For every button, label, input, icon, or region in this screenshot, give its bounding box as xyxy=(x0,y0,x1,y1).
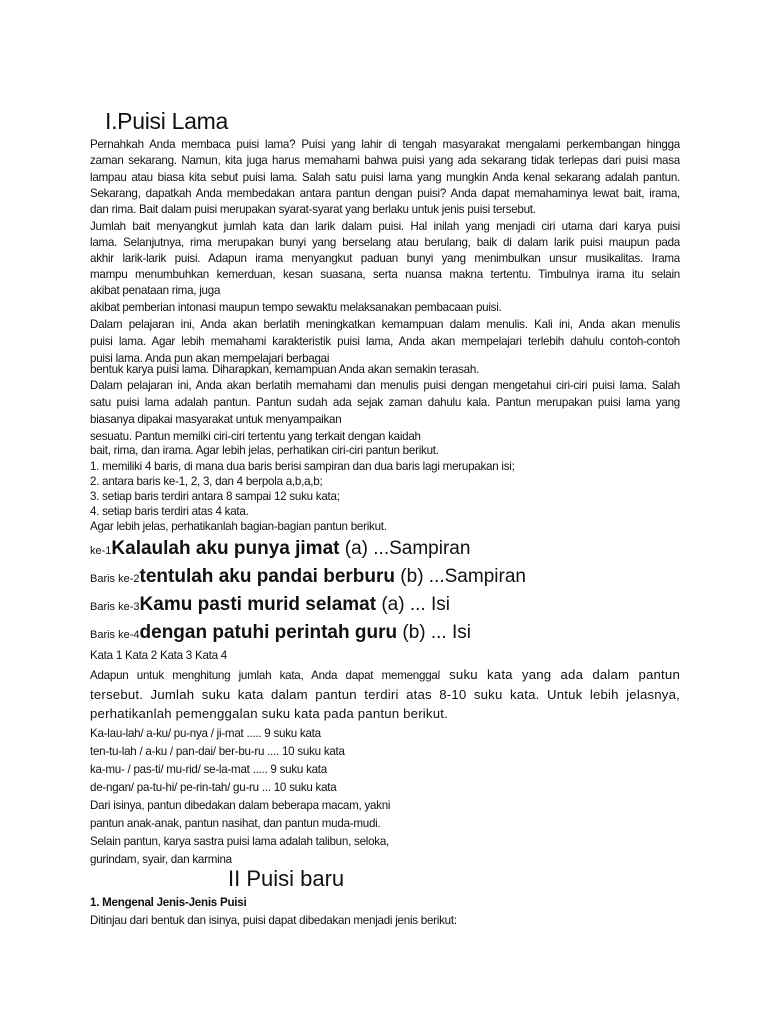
syllable-line: ten-tu-lah / a-ku / pan-dai/ ber-bu-ru .... 10 suku kata xyxy=(90,745,345,758)
paragraph-line: dan rima. Bait dalam puisi merupakan syarat-syarat yang berlaku untuk jenis puisi tersebut. xyxy=(90,203,536,217)
paragraph-line: 2. antara baris ke-1, 2, 3, dan 4 berpola a,b,a,b; xyxy=(90,475,323,488)
pantun-line-note: (b) ...Sampiran xyxy=(395,566,526,587)
pantun-line-text: dengan patuhi perintah guru xyxy=(139,622,398,643)
pantun-line xyxy=(90,622,471,650)
paragraph-line: satu puisi lama adalah pantun. Pantun sudah ada sejak zaman dahulu kala. Pantun merupakan puisi lama yang xyxy=(90,396,680,409)
syllable-line: pantun anak-anak, pantun nasihat, dan pantun muda-mudi. xyxy=(90,817,381,830)
paragraph-line: bentuk karya puisi lama. Diharapkan, kemampuan Anda akan semakin terasah. xyxy=(90,363,480,376)
paragraph-line: Pernahkah Anda membaca puisi lama? Puisi yang lahir di tengah masyarakat mengalami perkembangan hingga xyxy=(90,138,680,151)
syllable-line: ka-mu- / pas-ti/ mu-rid/ se-la-mat ..... 9 suku kata xyxy=(90,763,327,776)
syllable-line: Selain pantun, karya sastra puisi lama adalah talibun, seloka, xyxy=(90,835,390,848)
adapun-line-3: perhatikanlah pemenggalan suku kata pada pantun berikut. xyxy=(90,706,448,721)
paragraph-line: Dalam pelajaran ini, Anda akan berlatih memahami dan menulis puisi dengan mengetahui ciri-ciri puisi lama. Salah xyxy=(90,379,680,392)
pantun-line-note: (a) ...Sampiran xyxy=(339,538,471,559)
paragraph-line: Sekarang, dapatkah Anda membedakan antara pantun dengan puisi? Anda dapat memahaminya lewat bait, irama, xyxy=(90,186,680,200)
adapun-line-2: tersebut. Jumlah suku kata dalam pantun terdiri atas 8-10 suku kata. Untuk lebih jelasnya, xyxy=(90,687,680,702)
paragraph-line: akibat pemberian intonasi maupun tempo sewaktu melaksanakan pembacaan puisi. xyxy=(90,301,502,314)
paragraph-line: bait, rima, dan irama. Agar lebih jelas, perhatikan ciri-ciri pantun berikut. xyxy=(90,444,439,457)
paragraph-line: puisi lama. Agar lebih memahami karakteristik puisi lama, Anda akan mempelajari terlebih dahulu contoh-contoh xyxy=(90,335,680,348)
paragraph-line: zaman sekarang. Namun, kita juga harus memahami bahwa puisi yang ada sekarang tidak terlepas dari puisi masa xyxy=(90,154,680,168)
subheading-jenis-puisi: 1. Mengenal Jenis-Jenis Puisi xyxy=(90,896,247,909)
pantun-line xyxy=(90,566,526,594)
pantun-line-text: Kamu pasti murid selamat xyxy=(139,594,377,615)
heading-puisi-lama: I.Puisi Lama xyxy=(105,108,228,134)
paragraph-line: mampu menumbuhkan kemerduan, kesan suasana, serta nuansa makna tertentu. Timbulnya irama itu selain xyxy=(90,268,680,282)
pantun-line-label: Baris ke-4 xyxy=(90,629,140,641)
pantun-line-note: (b) ... Isi xyxy=(397,622,471,643)
paragraph-line: biasanya dipakai masyarakat untuk menyampaikan xyxy=(90,413,342,426)
pantun-line xyxy=(90,538,470,566)
paragraph-line: 4. setiap baris terdiri atas 4 kata. xyxy=(90,505,249,518)
pantun-line xyxy=(90,594,450,622)
pantun-line-label: ke-1 xyxy=(90,545,112,557)
paragraph-line: puisi lama. Anda pun akan mempelajari berbagai xyxy=(90,352,330,365)
paragraph-line: Dalam pelajaran ini, Anda akan berlatih meningkatkan kemampuan dalam menulis. Kali ini, Anda akan menulis xyxy=(90,318,680,331)
adapun-line-1 xyxy=(90,666,680,684)
paragraph-line: Jumlah bait menyangkut jumlah kata dan larik dalam puisi. Hal inilah yang menjadi ciri utama dari karya puisi xyxy=(90,219,680,233)
paragraph-line: Agar lebih jelas, perhatikanlah bagian-bagian pantun berikut. xyxy=(90,520,387,533)
paragraph-line: 1. memiliki 4 baris, di mana dua baris berisi sampiran dan dua baris lagi merupakan isi; xyxy=(90,460,515,473)
heading-puisi-baru: II Puisi baru xyxy=(228,866,345,891)
adapun-line-1b: suku kata yang ada dalam pantun xyxy=(439,667,680,682)
paragraph-line: lama. Selanjutnya, rima merupakan bunyi yang berselang atau berulang, baik di dalam larik puisi maupun pada xyxy=(90,235,680,249)
pantun-line-label: Baris ke-3 xyxy=(90,601,140,613)
paragraph-line: lampau atau biasa kita sebut puisi lama. Salah satu puisi lama yang mungkin Anda kenal sekarang adalah pantun. xyxy=(90,170,680,184)
paragraph-line: akhir larik-larik puisi. Adapun irama menyangkut paduan bunyi yang menimbulkan unsur musikalitas. Irama xyxy=(90,252,680,266)
paragraph-line: 3. setiap baris terdiri antara 8 sampai 12 suku kata; xyxy=(90,490,340,503)
paragraph-line: akibat penataan rima, juga xyxy=(90,284,221,297)
kata-labels: Kata 1 Kata 2 Kata 3 Kata 4 xyxy=(90,649,227,662)
paragraph-line: sesuatu. Pantun memilki ciri-ciri tertentu yang terkait dengan kaidah xyxy=(90,430,421,443)
pantun-line-label: Baris ke-2 xyxy=(90,573,140,585)
syllable-line: de-ngan/ pa-tu-hi/ pe-rin-tah/ gu-ru ... 10 suku kata xyxy=(90,781,337,794)
pantun-line-text: tentulah aku pandai berburu xyxy=(139,566,396,587)
adapun-line-1a: Adapun untuk menghitung jumlah kata, Anda dapat memenggal xyxy=(90,669,440,682)
syllable-line: Dari isinya, pantun dibedakan dalam beberapa macam, yakni xyxy=(90,799,391,812)
syllable-line: Ka-lau-lah/ a-ku/ pu-nya / ji-mat ..... 9 suku kata xyxy=(90,727,321,740)
intro-jenis-puisi: Ditinjau dari bentuk dan isinya, puisi dapat dibedakan menjadi jenis berikut: xyxy=(90,914,457,927)
pantun-line-note: (a) ... Isi xyxy=(376,594,450,615)
pantun-line-text: Kalaulah aku punya jimat xyxy=(111,538,340,559)
syllable-line: gurindam, syair, dan karmina xyxy=(90,853,232,866)
